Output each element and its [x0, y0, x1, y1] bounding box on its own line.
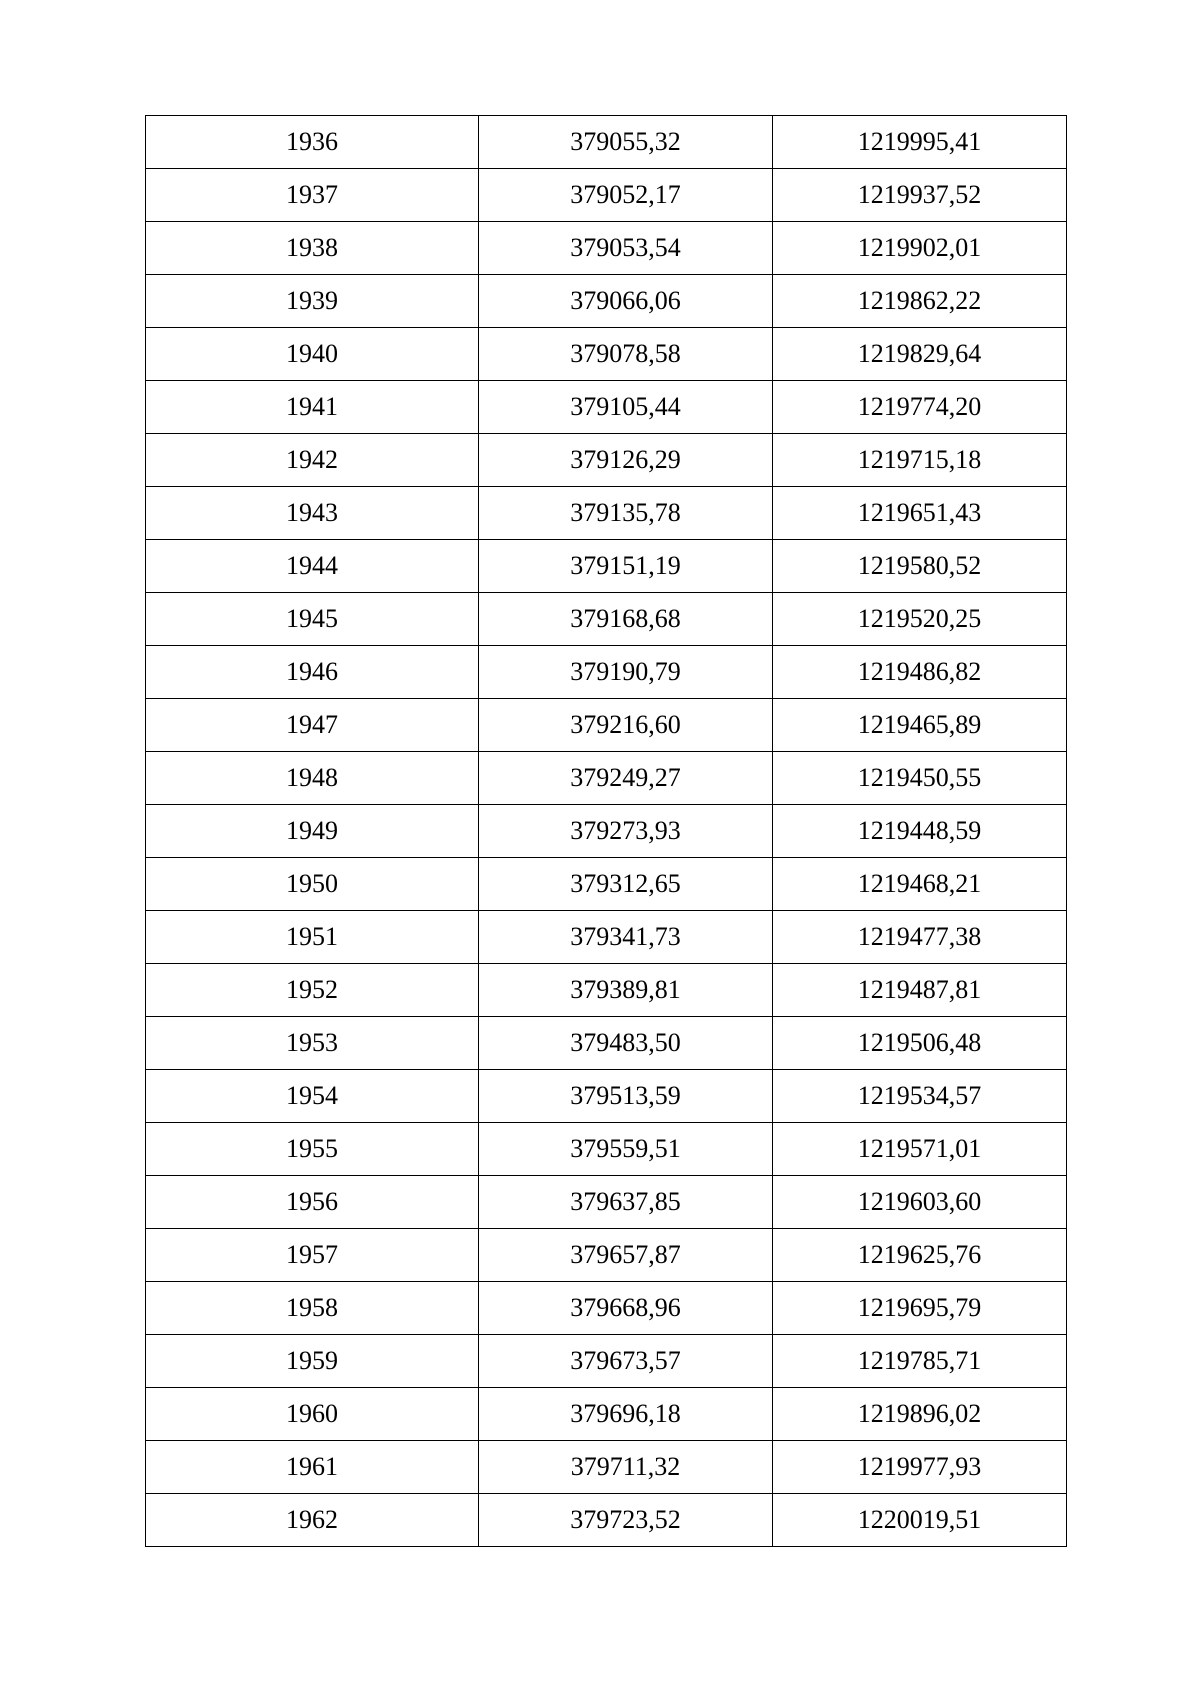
x-coordinate-cell: 379135,78 [479, 487, 773, 540]
y-coordinate-cell: 1219774,20 [773, 381, 1067, 434]
y-coordinate-cell: 1219862,22 [773, 275, 1067, 328]
y-coordinate-cell: 1219715,18 [773, 434, 1067, 487]
y-coordinate-cell: 1219448,59 [773, 805, 1067, 858]
x-coordinate-cell: 379389,81 [479, 964, 773, 1017]
point-number-cell: 1961 [146, 1441, 479, 1494]
table-row [146, 487, 1067, 540]
coordinates-table [145, 115, 1067, 1547]
point-number-cell: 1939 [146, 275, 479, 328]
point-number-cell: 1951 [146, 911, 479, 964]
table-row [146, 1388, 1067, 1441]
table-row [146, 964, 1067, 1017]
table-row [146, 328, 1067, 381]
x-coordinate-cell: 379126,29 [479, 434, 773, 487]
coordinates-table-body [146, 116, 1067, 1547]
table-row [146, 646, 1067, 699]
point-number-cell: 1944 [146, 540, 479, 593]
x-coordinate-cell: 379657,87 [479, 1229, 773, 1282]
table-row [146, 381, 1067, 434]
point-number-cell: 1945 [146, 593, 479, 646]
table-row [146, 1070, 1067, 1123]
table-row [146, 1017, 1067, 1070]
table-row [146, 1176, 1067, 1229]
point-number-cell: 1941 [146, 381, 479, 434]
point-number-cell: 1940 [146, 328, 479, 381]
y-coordinate-cell: 1219625,76 [773, 1229, 1067, 1282]
point-number-cell: 1938 [146, 222, 479, 275]
y-coordinate-cell: 1220019,51 [773, 1494, 1067, 1547]
point-number-cell: 1948 [146, 752, 479, 805]
point-number-cell: 1946 [146, 646, 479, 699]
table-row [146, 858, 1067, 911]
y-coordinate-cell: 1219506,48 [773, 1017, 1067, 1070]
y-coordinate-cell: 1219977,93 [773, 1441, 1067, 1494]
point-number-cell: 1942 [146, 434, 479, 487]
table-row [146, 116, 1067, 169]
table-row [146, 1335, 1067, 1388]
y-coordinate-cell: 1219520,25 [773, 593, 1067, 646]
table-row [146, 1282, 1067, 1335]
table-row [146, 911, 1067, 964]
x-coordinate-cell: 379052,17 [479, 169, 773, 222]
x-coordinate-cell: 379151,19 [479, 540, 773, 593]
y-coordinate-cell: 1219534,57 [773, 1070, 1067, 1123]
y-coordinate-cell: 1219486,82 [773, 646, 1067, 699]
point-number-cell: 1962 [146, 1494, 479, 1547]
table-row [146, 1494, 1067, 1547]
point-number-cell: 1936 [146, 116, 479, 169]
x-coordinate-cell: 379066,06 [479, 275, 773, 328]
table-row [146, 1123, 1067, 1176]
point-number-cell: 1955 [146, 1123, 479, 1176]
y-coordinate-cell: 1219487,81 [773, 964, 1067, 1017]
x-coordinate-cell: 379273,93 [479, 805, 773, 858]
x-coordinate-cell: 379341,73 [479, 911, 773, 964]
y-coordinate-cell: 1219450,55 [773, 752, 1067, 805]
point-number-cell: 1950 [146, 858, 479, 911]
x-coordinate-cell: 379078,58 [479, 328, 773, 381]
x-coordinate-cell: 379483,50 [479, 1017, 773, 1070]
x-coordinate-cell: 379637,85 [479, 1176, 773, 1229]
table-row [146, 593, 1067, 646]
x-coordinate-cell: 379668,96 [479, 1282, 773, 1335]
point-number-cell: 1957 [146, 1229, 479, 1282]
point-number-cell: 1958 [146, 1282, 479, 1335]
table-row [146, 699, 1067, 752]
y-coordinate-cell: 1219477,38 [773, 911, 1067, 964]
y-coordinate-cell: 1219468,21 [773, 858, 1067, 911]
y-coordinate-cell: 1219571,01 [773, 1123, 1067, 1176]
x-coordinate-cell: 379559,51 [479, 1123, 773, 1176]
point-number-cell: 1960 [146, 1388, 479, 1441]
point-number-cell: 1943 [146, 487, 479, 540]
table-row [146, 540, 1067, 593]
x-coordinate-cell: 379312,65 [479, 858, 773, 911]
point-number-cell: 1947 [146, 699, 479, 752]
y-coordinate-cell: 1219580,52 [773, 540, 1067, 593]
x-coordinate-cell: 379711,32 [479, 1441, 773, 1494]
x-coordinate-cell: 379513,59 [479, 1070, 773, 1123]
y-coordinate-cell: 1219695,79 [773, 1282, 1067, 1335]
table-row [146, 805, 1067, 858]
y-coordinate-cell: 1219902,01 [773, 222, 1067, 275]
point-number-cell: 1949 [146, 805, 479, 858]
table-row [146, 1229, 1067, 1282]
table-row [146, 434, 1067, 487]
x-coordinate-cell: 379249,27 [479, 752, 773, 805]
table-row [146, 275, 1067, 328]
x-coordinate-cell: 379696,18 [479, 1388, 773, 1441]
x-coordinate-cell: 379168,68 [479, 593, 773, 646]
x-coordinate-cell: 379723,52 [479, 1494, 773, 1547]
table-row [146, 1441, 1067, 1494]
point-number-cell: 1956 [146, 1176, 479, 1229]
table-row [146, 222, 1067, 275]
x-coordinate-cell: 379216,60 [479, 699, 773, 752]
y-coordinate-cell: 1219937,52 [773, 169, 1067, 222]
y-coordinate-cell: 1219465,89 [773, 699, 1067, 752]
x-coordinate-cell: 379053,54 [479, 222, 773, 275]
y-coordinate-cell: 1219829,64 [773, 328, 1067, 381]
x-coordinate-cell: 379105,44 [479, 381, 773, 434]
x-coordinate-cell: 379673,57 [479, 1335, 773, 1388]
point-number-cell: 1954 [146, 1070, 479, 1123]
y-coordinate-cell: 1219896,02 [773, 1388, 1067, 1441]
point-number-cell: 1937 [146, 169, 479, 222]
y-coordinate-cell: 1219603,60 [773, 1176, 1067, 1229]
y-coordinate-cell: 1219995,41 [773, 116, 1067, 169]
point-number-cell: 1952 [146, 964, 479, 1017]
y-coordinate-cell: 1219785,71 [773, 1335, 1067, 1388]
table-row [146, 169, 1067, 222]
point-number-cell: 1953 [146, 1017, 479, 1070]
x-coordinate-cell: 379055,32 [479, 116, 773, 169]
y-coordinate-cell: 1219651,43 [773, 487, 1067, 540]
x-coordinate-cell: 379190,79 [479, 646, 773, 699]
table-row [146, 752, 1067, 805]
point-number-cell: 1959 [146, 1335, 479, 1388]
